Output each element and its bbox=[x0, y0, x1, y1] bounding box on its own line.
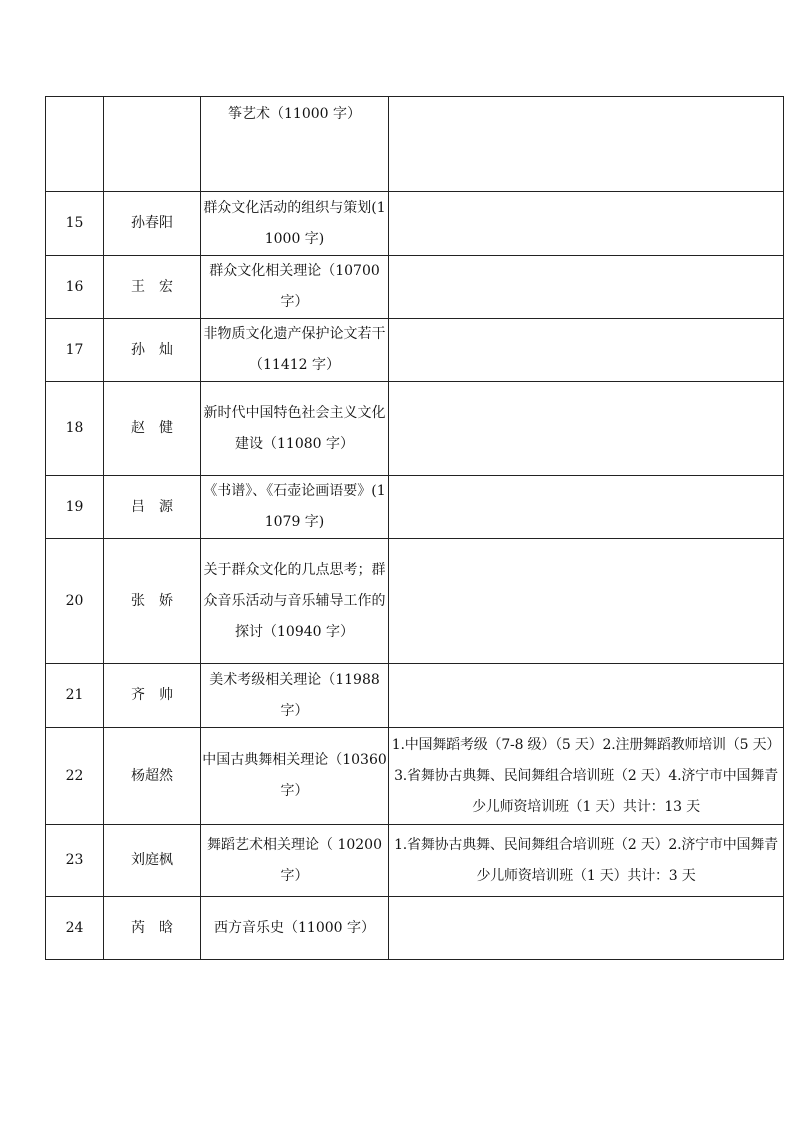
work-title: 中国古典舞相关理论（10360 字） bbox=[201, 728, 389, 825]
person-name: 王 宏 bbox=[104, 256, 201, 319]
work-title: 群众文化相关理论（10700 字） bbox=[201, 256, 389, 319]
training-record: 1.省舞协古典舞、民间舞组合培训班（2 天）2.济宁市中国舞青少儿师资培训班（1 天）共计：3 天 bbox=[389, 825, 784, 897]
work-title: 筝艺术（11000 字） bbox=[201, 97, 389, 192]
training-record bbox=[389, 539, 784, 664]
person-name: 孙春阳 bbox=[104, 192, 201, 256]
training-record bbox=[389, 382, 784, 476]
row-number bbox=[46, 97, 104, 192]
table-row bbox=[46, 897, 784, 960]
work-title: 《书谱》、《石壶论画语要》(11079 字) bbox=[201, 476, 389, 539]
records-table bbox=[45, 96, 784, 960]
training-record bbox=[389, 192, 784, 256]
person-name bbox=[104, 97, 201, 192]
row-number: 22 bbox=[46, 728, 104, 825]
training-record bbox=[389, 256, 784, 319]
training-record bbox=[389, 97, 784, 192]
table-row bbox=[46, 664, 784, 728]
person-name: 吕 源 bbox=[104, 476, 201, 539]
row-number: 23 bbox=[46, 825, 104, 897]
row-number: 17 bbox=[46, 319, 104, 382]
row-number: 21 bbox=[46, 664, 104, 728]
training-record bbox=[389, 319, 784, 382]
person-name: 芮 晗 bbox=[104, 897, 201, 960]
training-record: 1.中国舞蹈考级（7-8 级）（5 天）2.注册舞蹈教师培训（5 天）3.省舞协古典舞、民间舞组合培训班（2 天）4.济宁市中国舞青少儿师资培训班（1 天）共计：13 天 bbox=[389, 728, 784, 825]
table-row bbox=[46, 382, 784, 476]
table-row bbox=[46, 728, 784, 825]
work-title: 非物质文化遗产保护论文若干（11412 字） bbox=[201, 319, 389, 382]
table-row bbox=[46, 192, 784, 256]
training-record bbox=[389, 476, 784, 539]
person-name: 齐 帅 bbox=[104, 664, 201, 728]
work-title: 美术考级相关理论（11988 字） bbox=[201, 664, 389, 728]
work-title: 新时代中国特色社会主义文化建设（11080 字） bbox=[201, 382, 389, 476]
row-number: 18 bbox=[46, 382, 104, 476]
work-title: 群众文化活动的组织与策划(11000 字) bbox=[201, 192, 389, 256]
work-title: 舞蹈艺术相关理论（ 10200 字） bbox=[201, 825, 389, 897]
row-number: 15 bbox=[46, 192, 104, 256]
table-row bbox=[46, 256, 784, 319]
table-row bbox=[46, 825, 784, 897]
person-name: 孙 灿 bbox=[104, 319, 201, 382]
row-number: 20 bbox=[46, 539, 104, 664]
training-record bbox=[389, 897, 784, 960]
table-row bbox=[46, 539, 784, 664]
work-title: 西方音乐史（11000 字） bbox=[201, 897, 389, 960]
table-row bbox=[46, 97, 784, 192]
table-row bbox=[46, 476, 784, 539]
person-name: 张 娇 bbox=[104, 539, 201, 664]
person-name: 刘庭枫 bbox=[104, 825, 201, 897]
row-number: 16 bbox=[46, 256, 104, 319]
training-record bbox=[389, 664, 784, 728]
row-number: 24 bbox=[46, 897, 104, 960]
table-row bbox=[46, 319, 784, 382]
row-number: 19 bbox=[46, 476, 104, 539]
work-title: 关于群众文化的几点思考；群众音乐活动与音乐辅导工作的探讨（10940 字） bbox=[201, 539, 389, 664]
person-name: 杨超然 bbox=[104, 728, 201, 825]
person-name: 赵 健 bbox=[104, 382, 201, 476]
